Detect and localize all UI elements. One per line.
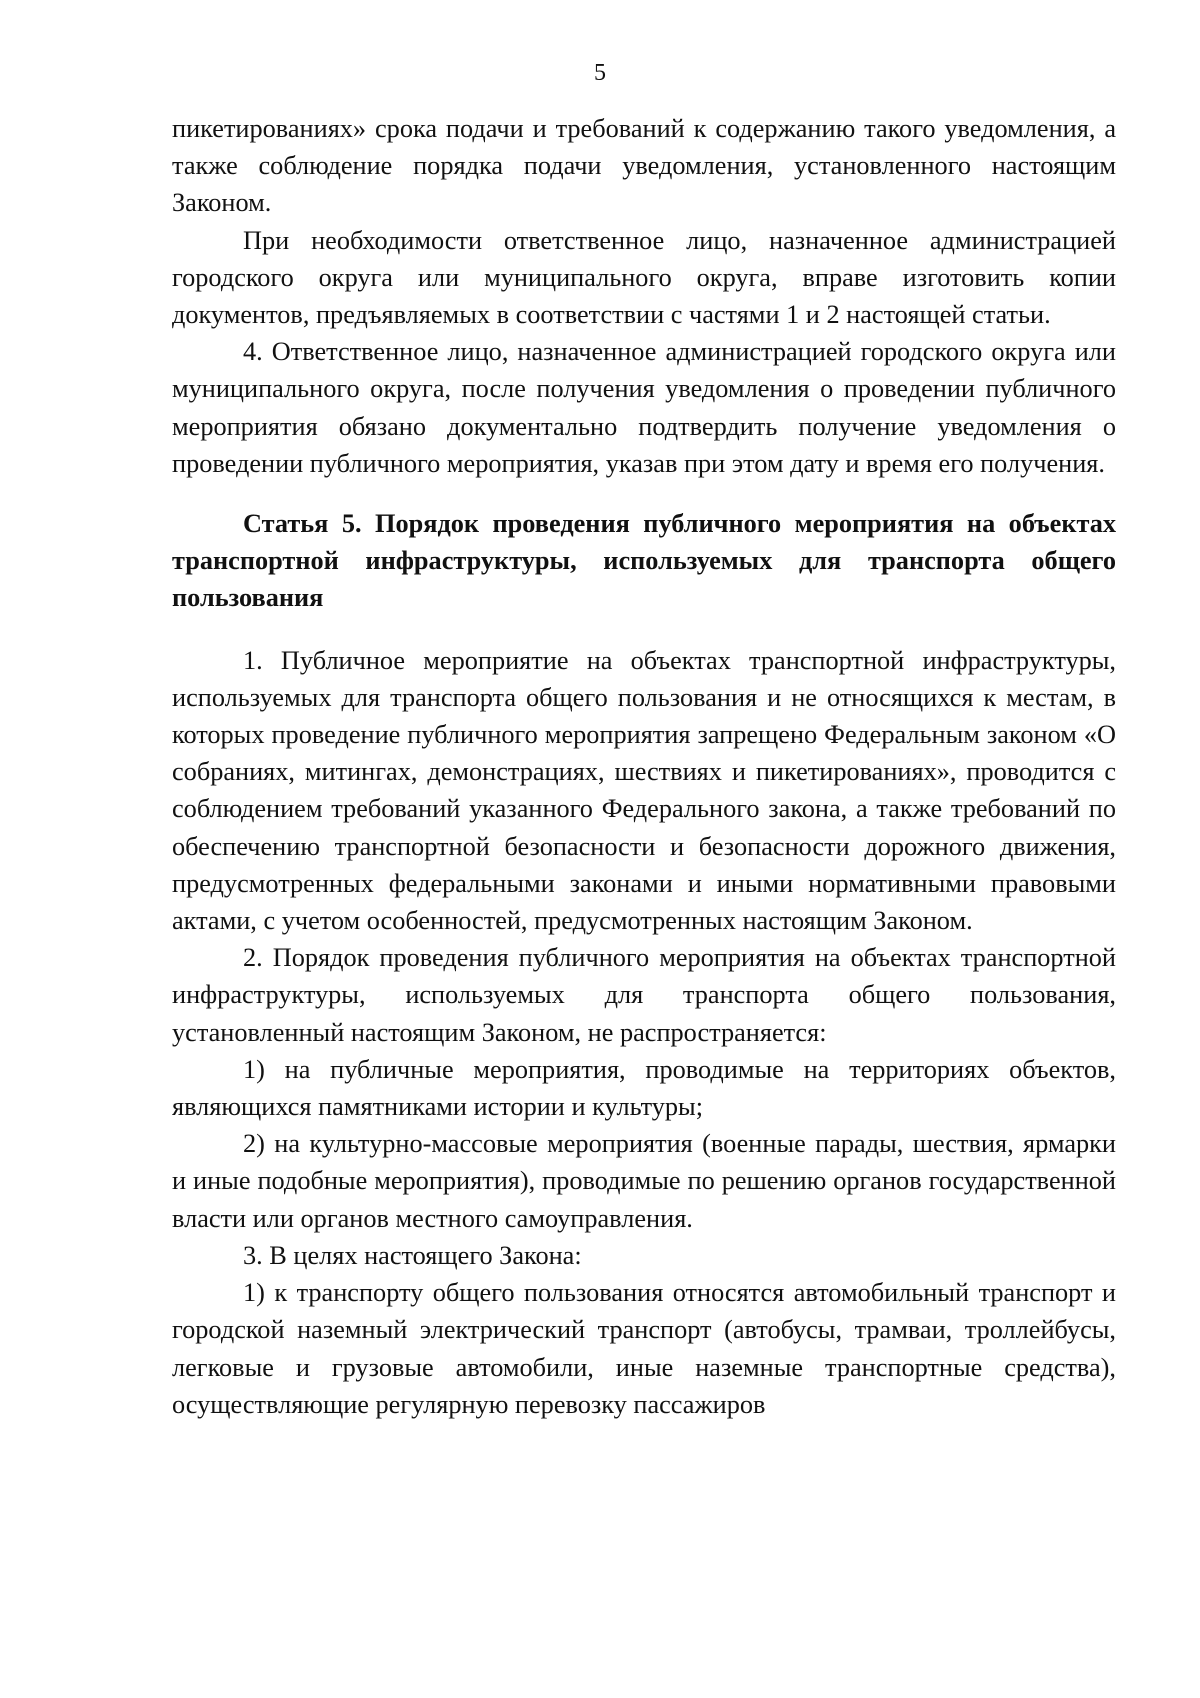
article-heading: Статья 5. Порядок проведения публичного мероприятия на объектах транспортной инфраструктуры, используемых для транспорта общего пользования xyxy=(172,509,1116,613)
paragraph-part-3: 3. В целях настоящего Закона: xyxy=(243,1240,582,1270)
paragraph-part-4: 4. Ответственное лицо, назначенное администрацией городского округа или муниципального округа, после получения уведомления о проведении публичного мероприятия обязано документально подтвердить получение уведомления о проведении публичного мероприятия, указав при этом дату и время его получения. xyxy=(172,337,1116,478)
paragraph-copies: При необходимости ответственное лицо, назначенное администрацией городского округа или муниципального округа, вправе изготовить копии документов, предъявляемых в соответствии с частями 1 и 2 настоящей статьи. xyxy=(172,225,1116,330)
list-item-2: 2) на культурно-массовые мероприятия (военные парады, шествия, ярмарки и иные подобные мероприятия), проводимые по решению органов государственной власти или органов местного самоуправления. xyxy=(172,1129,1116,1233)
list-item-transport: 1) к транспорту общего пользования относятся автомобильный транспорт и городской наземный электрический транспорт (автобусы, трамваи, троллейбусы, легковые и грузовые автомобили, иные наземные транспортные средства), осуществляющие регулярную перевозку пассажиров xyxy=(172,1278,1116,1419)
paragraph-part-1: 1. Публичное мероприятие на объектах транспортной инфраструктуры, используемых для транспорта общего пользования и не относящихся к местам, в которых проведение публичного мероприятия запрещено Федеральным законом «О собраниях, митингах, демонстрациях, шествиях и пикетированиях», проводится с соблюдением требований указанного Федерального закона, а также требований по обеспечению транспортной безопасности и безопасности дорожного движения, предусмотренных федеральными законами и иными нормативными правовыми актами, с учетом особенностей, предусмотренных настоящим Законом. xyxy=(172,645,1116,936)
page-number: 5 xyxy=(594,60,606,86)
list-item-1: 1) на публичные мероприятия, проводимые на территориях объектов, являющихся памятниками истории и культуры; xyxy=(172,1054,1116,1122)
document-body xyxy=(172,110,1116,1423)
paragraph-continuation: пикетированиях» срока подачи и требований к содержанию такого уведомления, а также соблюдение порядка подачи уведомления, установленного настоящим Законом. xyxy=(172,114,1116,218)
paragraph-part-2: 2. Порядок проведения публичного мероприятия на объектах транспортной инфраструктуры, используемых для транспорта общего пользования, установленный настоящим Законом, не распространяется: xyxy=(172,943,1116,1047)
